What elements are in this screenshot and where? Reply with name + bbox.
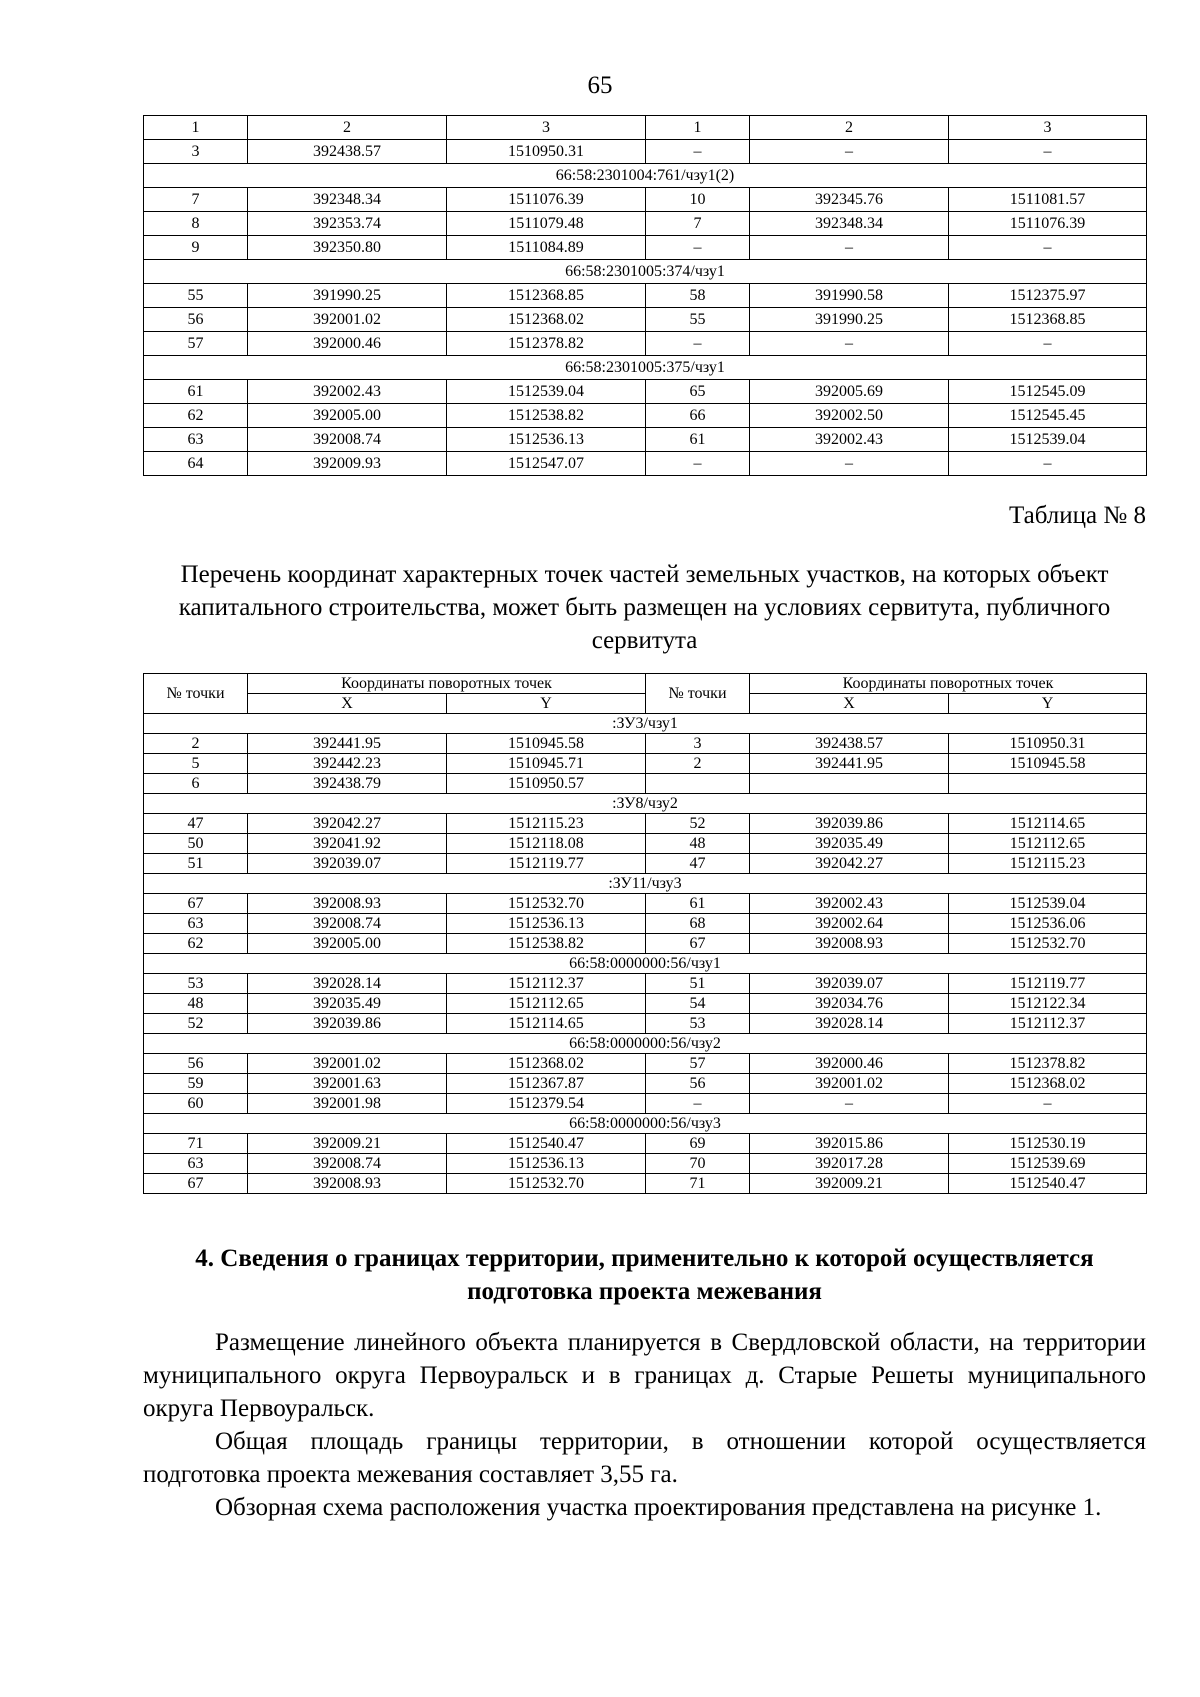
- coord-y-cell: 1510945.58: [949, 754, 1147, 774]
- body-text: [143, 1326, 1146, 1524]
- coord-x-cell: 392028.14: [248, 974, 447, 994]
- group-row: [144, 1114, 1147, 1134]
- coord-y-cell: 1510950.57: [447, 774, 646, 794]
- coord-y-cell: 1512367.87: [447, 1074, 646, 1094]
- coord-x-cell: 392005.00: [248, 404, 447, 428]
- coord-y-cell: 1511081.57: [949, 188, 1147, 212]
- coord-y-cell: 1512538.82: [447, 404, 646, 428]
- coord-x-cell: 392348.34: [750, 212, 949, 236]
- header-y: Y: [949, 694, 1147, 714]
- coord-x-cell: 392035.49: [750, 834, 949, 854]
- group-row: [144, 954, 1147, 974]
- point-number-cell: 57: [144, 332, 248, 356]
- point-number-cell: 2: [646, 754, 750, 774]
- table-row: [144, 1134, 1147, 1154]
- coord-y-cell: 1510945.58: [447, 734, 646, 754]
- point-number-cell: 50: [144, 834, 248, 854]
- table-row: [144, 974, 1147, 994]
- coord-x-cell: 392350.80: [248, 236, 447, 260]
- table-row: [144, 1154, 1147, 1174]
- coord-x-cell: –: [750, 236, 949, 260]
- page-number: 65: [587, 72, 613, 99]
- coord-x-cell: 392041.92: [248, 834, 447, 854]
- coord-y-cell: 1512378.82: [949, 1054, 1147, 1074]
- header-y: Y: [447, 694, 646, 714]
- point-number-cell: 62: [144, 404, 248, 428]
- point-number-cell: 61: [144, 380, 248, 404]
- coord-x-cell: 392441.95: [248, 734, 447, 754]
- coord-x-cell: 392353.74: [248, 212, 447, 236]
- coord-x-cell: 392000.46: [248, 332, 447, 356]
- header-cell: 2: [750, 116, 949, 140]
- point-number-cell: 55: [144, 284, 248, 308]
- table-row: [144, 284, 1147, 308]
- table-row: [144, 452, 1147, 476]
- coord-y-cell: 1512368.02: [447, 308, 646, 332]
- coord-y-cell: 1512112.37: [447, 974, 646, 994]
- point-number-cell: 64: [144, 452, 248, 476]
- paragraph: Общая площадь границы территории, в отношении которой осуществляется подготовка проекта межевания составляет 3,55 га.: [143, 1428, 1146, 1488]
- point-number-cell: 71: [646, 1174, 750, 1194]
- coord-y-cell: 1512368.85: [447, 284, 646, 308]
- table-row: [144, 754, 1147, 774]
- table-row: [144, 894, 1147, 914]
- coord-y-cell: 1512112.37: [949, 1014, 1147, 1034]
- point-number-cell: 55: [646, 308, 750, 332]
- point-number-cell: 52: [144, 1014, 248, 1034]
- coord-y-cell: 1512368.02: [447, 1054, 646, 1074]
- coord-y-cell: 1512532.70: [447, 894, 646, 914]
- header-coordinates: Координаты поворотных точек: [248, 674, 646, 694]
- header-coordinates: Координаты поворотных точек: [750, 674, 1147, 694]
- coord-x-cell: 392008.74: [248, 1154, 447, 1174]
- point-number-cell: 68: [646, 914, 750, 934]
- coord-y-cell: –: [949, 452, 1147, 476]
- coord-x-cell: 392438.57: [248, 140, 447, 164]
- point-number-cell: –: [646, 1094, 750, 1114]
- coord-x-cell: 392002.43: [248, 380, 447, 404]
- point-number-cell: 51: [144, 854, 248, 874]
- table-row: [144, 380, 1147, 404]
- coord-y-cell: 1512378.82: [447, 332, 646, 356]
- point-number-cell: 47: [646, 854, 750, 874]
- coord-y-cell: 1512532.70: [949, 934, 1147, 954]
- coord-y-cell: 1512114.65: [949, 814, 1147, 834]
- header-cell: 1: [646, 116, 750, 140]
- point-number-cell: –: [646, 140, 750, 164]
- coord-y-cell: 1512118.08: [447, 834, 646, 854]
- coord-x-cell: 392005.69: [750, 380, 949, 404]
- section-heading: 4. Сведения о границах территории, применительно к которой осуществляется подготовка проекта межевания: [195, 1245, 1094, 1305]
- coord-y-cell: 1510950.31: [949, 734, 1147, 754]
- table-title: Перечень координат характерных точек частей земельных участков, на которых объект капитального строительства, может быть размещен на условиях сервитута, публичного сервитута: [178, 561, 1111, 654]
- point-number-cell: 53: [646, 1014, 750, 1034]
- coord-x-cell: 392039.07: [248, 854, 447, 874]
- parcel-label: 66:58:0000000:56/чзу1: [144, 954, 1147, 974]
- point-number-cell: 59: [144, 1074, 248, 1094]
- point-number-cell: 7: [646, 212, 750, 236]
- coord-x-cell: 392042.27: [248, 814, 447, 834]
- group-row: [144, 356, 1147, 380]
- table-row: [144, 308, 1147, 332]
- coord-y-cell: 1512547.07: [447, 452, 646, 476]
- coord-x-cell: 392009.93: [248, 452, 447, 476]
- header-point-number: № точки: [646, 674, 750, 714]
- coord-x-cell: 392348.34: [248, 188, 447, 212]
- coord-y-cell: –: [949, 236, 1147, 260]
- table-row: [144, 1014, 1147, 1034]
- coord-y-cell: 1512115.23: [447, 814, 646, 834]
- point-number-cell: 60: [144, 1094, 248, 1114]
- parcel-label: 66:58:0000000:56/чзу3: [144, 1114, 1147, 1134]
- coord-x-cell: 392001.02: [248, 1054, 447, 1074]
- table-row: [144, 814, 1147, 834]
- point-number-cell: 54: [646, 994, 750, 1014]
- header-cell: 3: [447, 116, 646, 140]
- coord-x-cell: 391990.25: [750, 308, 949, 332]
- table-row: [144, 854, 1147, 874]
- parcel-label: 66:58:2301004:761/чзу1(2): [144, 164, 1147, 188]
- table-row: [144, 1174, 1147, 1194]
- table-row: [144, 994, 1147, 1014]
- point-number-cell: 71: [144, 1134, 248, 1154]
- header-cell: 3: [949, 116, 1147, 140]
- point-number-cell: –: [646, 236, 750, 260]
- group-row: [144, 164, 1147, 188]
- coord-x-cell: 392438.79: [248, 774, 447, 794]
- point-number-cell: 3: [646, 734, 750, 754]
- coord-x-cell: 392001.02: [750, 1074, 949, 1094]
- table-row: [144, 934, 1147, 954]
- coord-y-cell: 1512368.02: [949, 1074, 1147, 1094]
- coord-x-cell: 392039.86: [750, 814, 949, 834]
- parcel-label: :ЗУ11/чзу3: [144, 874, 1147, 894]
- coord-x-cell: 392009.21: [248, 1134, 447, 1154]
- paragraph: Размещение линейного объекта планируется в Свердловской области, на территории муниципального округа Первоуральск и в границах д. Старые Решеты муниципального округа Первоуральск.: [143, 1329, 1146, 1422]
- coord-x-cell: 392345.76: [750, 188, 949, 212]
- coord-y-cell: –: [949, 1094, 1147, 1114]
- coord-x-cell: 392001.63: [248, 1074, 447, 1094]
- coord-y-cell: 1511076.39: [447, 188, 646, 212]
- column-number-row: [144, 116, 1147, 140]
- point-number-cell: 58: [646, 284, 750, 308]
- coord-y-cell: 1512539.04: [447, 380, 646, 404]
- header-x: X: [750, 694, 949, 714]
- coord-x-cell: 392009.21: [750, 1174, 949, 1194]
- coord-x-cell: 391990.25: [248, 284, 447, 308]
- coord-y-cell: 1512540.47: [949, 1174, 1147, 1194]
- point-number-cell: 52: [646, 814, 750, 834]
- header-cell: 1: [144, 116, 248, 140]
- coord-y-cell: 1512368.85: [949, 308, 1147, 332]
- coord-x-cell: 392001.02: [248, 308, 447, 332]
- coord-y-cell: 1512545.45: [949, 404, 1147, 428]
- coord-x-cell: 392002.43: [750, 428, 949, 452]
- group-row: [144, 794, 1147, 814]
- parcel-label: :ЗУ3/чзу1: [144, 714, 1147, 734]
- coord-y-cell: 1512115.23: [949, 854, 1147, 874]
- coord-x-cell: 392008.74: [248, 428, 447, 452]
- coord-y-cell: 1512379.54: [447, 1094, 646, 1114]
- coord-x-cell: 392442.23: [248, 754, 447, 774]
- coord-y-cell: –: [949, 332, 1147, 356]
- coord-y-cell: 1512375.97: [949, 284, 1147, 308]
- point-number-cell: 56: [144, 1054, 248, 1074]
- table-body: [144, 140, 1147, 476]
- table-row: [144, 1094, 1147, 1114]
- coord-x-cell: 392008.74: [248, 914, 447, 934]
- point-number-cell: 48: [144, 994, 248, 1014]
- coord-x-cell: 392441.95: [750, 754, 949, 774]
- parcel-label: 66:58:2301005:375/чзу1: [144, 356, 1147, 380]
- coord-y-cell: 1512540.47: [447, 1134, 646, 1154]
- header-cell: 2: [248, 116, 447, 140]
- point-number-cell: 61: [646, 428, 750, 452]
- coord-x-cell: 392042.27: [750, 854, 949, 874]
- table-row: [144, 774, 1147, 794]
- table-row: [144, 1054, 1147, 1074]
- table-row: [144, 332, 1147, 356]
- point-number-cell: 56: [646, 1074, 750, 1094]
- coord-y-cell: 1512536.13: [447, 1154, 646, 1174]
- point-number-cell: 2: [144, 734, 248, 754]
- point-number-cell: [646, 774, 750, 794]
- table-caption: Таблица № 8: [1008, 502, 1146, 529]
- coord-x-cell: 392035.49: [248, 994, 447, 1014]
- table-body: [144, 714, 1147, 1194]
- coord-y-cell: 1512538.82: [447, 934, 646, 954]
- coord-x-cell: 392002.50: [750, 404, 949, 428]
- group-row: [144, 260, 1147, 284]
- coord-x-cell: 392008.93: [750, 934, 949, 954]
- coord-y-cell: 1512112.65: [447, 994, 646, 1014]
- coord-x-cell: –: [750, 452, 949, 476]
- table-row: [144, 734, 1147, 754]
- coord-x-cell: 392039.86: [248, 1014, 447, 1034]
- point-number-cell: 3: [144, 140, 248, 164]
- point-number-cell: 10: [646, 188, 750, 212]
- point-number-cell: 61: [646, 894, 750, 914]
- table-row: [144, 236, 1147, 260]
- coord-y-cell: 1512530.19: [949, 1134, 1147, 1154]
- point-number-cell: 6: [144, 774, 248, 794]
- coord-x-cell: –: [750, 1094, 949, 1114]
- coord-y-cell: 1512119.77: [447, 854, 646, 874]
- point-number-cell: 47: [144, 814, 248, 834]
- coord-x-cell: 392438.57: [750, 734, 949, 754]
- group-row: [144, 1034, 1147, 1054]
- coord-x-cell: 392001.98: [248, 1094, 447, 1114]
- point-number-cell: 9: [144, 236, 248, 260]
- coord-x-cell: 392000.46: [750, 1054, 949, 1074]
- table-subheader-row: [144, 694, 1147, 714]
- coord-y-cell: 1510950.31: [447, 140, 646, 164]
- coord-y-cell: 1512536.13: [447, 428, 646, 452]
- coord-x-cell: 392002.43: [750, 894, 949, 914]
- point-number-cell: 56: [144, 308, 248, 332]
- point-number-cell: 67: [144, 1174, 248, 1194]
- parcel-label: 66:58:0000000:56/чзу2: [144, 1034, 1147, 1054]
- point-number-cell: –: [646, 452, 750, 476]
- coord-y-cell: 1512539.04: [949, 894, 1147, 914]
- coord-y-cell: 1511084.89: [447, 236, 646, 260]
- point-number-cell: 51: [646, 974, 750, 994]
- coord-y-cell: 1512539.04: [949, 428, 1147, 452]
- paragraph: Обзорная схема расположения участка проектирования представлена на рисунке 1.: [215, 1494, 1102, 1521]
- coord-y-cell: 1510945.71: [447, 754, 646, 774]
- coord-x-cell: 392017.28: [750, 1154, 949, 1174]
- point-number-cell: 67: [144, 894, 248, 914]
- table-row: [144, 404, 1147, 428]
- parcel-label: 66:58:2301005:374/чзу1: [144, 260, 1147, 284]
- table-row: [144, 1074, 1147, 1094]
- servitude-coordinates-table: [143, 673, 1147, 1194]
- point-number-cell: 63: [144, 914, 248, 934]
- coord-y-cell: 1512114.65: [447, 1014, 646, 1034]
- coord-x-cell: [750, 774, 949, 794]
- parcel-label: :ЗУ8/чзу2: [144, 794, 1147, 814]
- coord-x-cell: 392015.86: [750, 1134, 949, 1154]
- point-number-cell: 65: [646, 380, 750, 404]
- point-number-cell: –: [646, 332, 750, 356]
- point-number-cell: 53: [144, 974, 248, 994]
- coord-x-cell: 392008.93: [248, 894, 447, 914]
- coord-x-cell: 392008.93: [248, 1174, 447, 1194]
- group-row: [144, 714, 1147, 734]
- coord-y-cell: 1511079.48: [447, 212, 646, 236]
- table-row: [144, 140, 1147, 164]
- coord-y-cell: 1512536.06: [949, 914, 1147, 934]
- table-row: [144, 834, 1147, 854]
- group-row: [144, 874, 1147, 894]
- coord-y-cell: 1511076.39: [949, 212, 1147, 236]
- point-number-cell: 70: [646, 1154, 750, 1174]
- point-number-cell: 63: [144, 1154, 248, 1174]
- point-number-cell: 62: [144, 934, 248, 954]
- coord-x-cell: 392028.14: [750, 1014, 949, 1034]
- point-number-cell: 66: [646, 404, 750, 428]
- coord-y-cell: –: [949, 140, 1147, 164]
- coord-y-cell: 1512545.09: [949, 380, 1147, 404]
- point-number-cell: 67: [646, 934, 750, 954]
- point-number-cell: 48: [646, 834, 750, 854]
- point-number-cell: 7: [144, 188, 248, 212]
- coord-y-cell: [949, 774, 1147, 794]
- coord-x-cell: –: [750, 140, 949, 164]
- coord-x-cell: 392005.00: [248, 934, 447, 954]
- coord-y-cell: 1512112.65: [949, 834, 1147, 854]
- coord-x-cell: 392002.64: [750, 914, 949, 934]
- point-number-cell: 57: [646, 1054, 750, 1074]
- point-number-cell: 63: [144, 428, 248, 452]
- coord-y-cell: 1512536.13: [447, 914, 646, 934]
- header-point-number: № точки: [144, 674, 248, 714]
- header-x: X: [248, 694, 447, 714]
- coordinates-table-continued: [143, 115, 1147, 476]
- coord-x-cell: 392034.76: [750, 994, 949, 1014]
- coord-x-cell: 392039.07: [750, 974, 949, 994]
- coord-x-cell: 391990.58: [750, 284, 949, 308]
- coord-y-cell: 1512119.77: [949, 974, 1147, 994]
- table-row: [144, 428, 1147, 452]
- table-row: [144, 914, 1147, 934]
- table-row: [144, 212, 1147, 236]
- point-number-cell: 8: [144, 212, 248, 236]
- point-number-cell: 69: [646, 1134, 750, 1154]
- coord-y-cell: 1512539.69: [949, 1154, 1147, 1174]
- table-header-row: [144, 674, 1147, 694]
- coord-y-cell: 1512532.70: [447, 1174, 646, 1194]
- coord-x-cell: –: [750, 332, 949, 356]
- point-number-cell: 5: [144, 754, 248, 774]
- coord-y-cell: 1512122.34: [949, 994, 1147, 1014]
- table-row: [144, 188, 1147, 212]
